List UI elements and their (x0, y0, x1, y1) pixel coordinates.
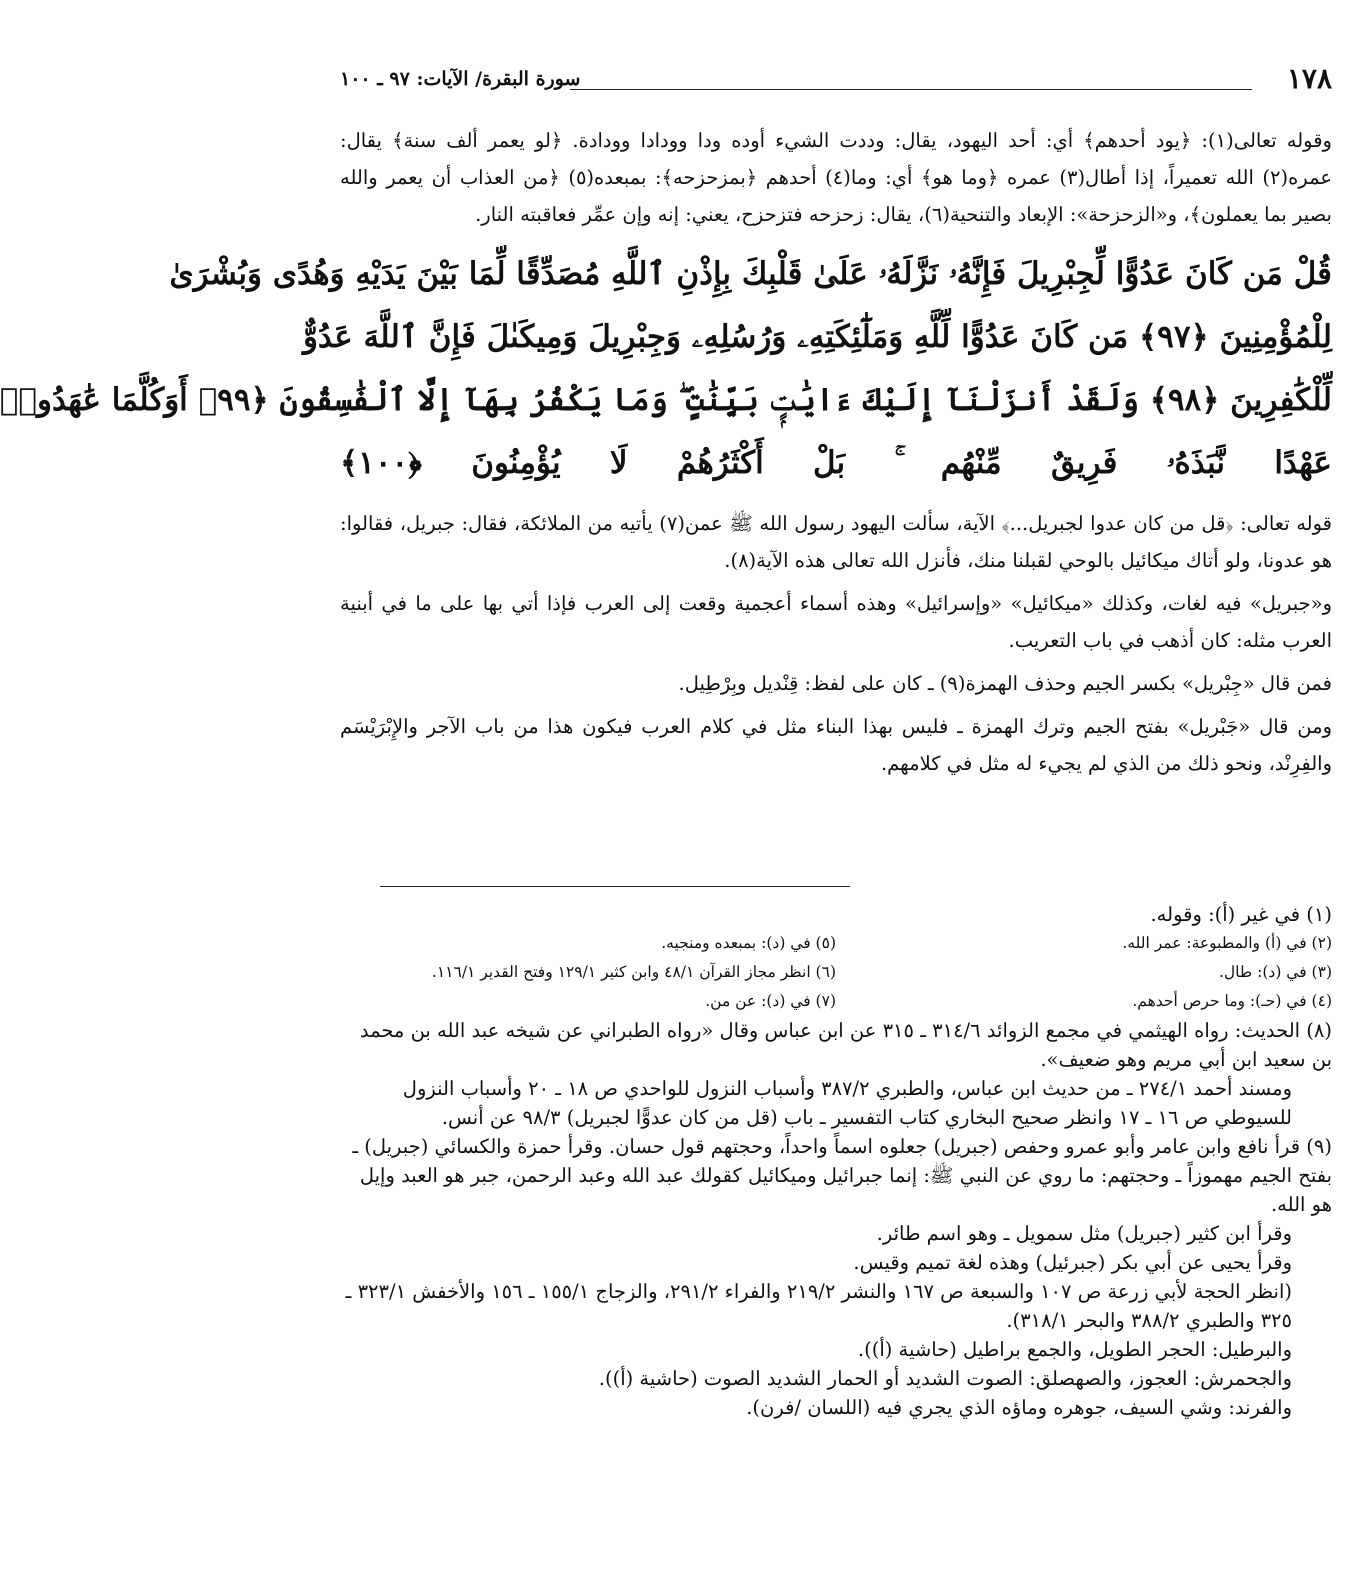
footnote-5: (٥) في (د): بمبعده ومنجيه. (661, 934, 836, 952)
footnote-7: (٧) في (د): عن من. (705, 992, 836, 1010)
header-rule (570, 89, 1252, 90)
footnote-separator (380, 886, 850, 887)
quran-line-1: قُلْ مَن كَانَ عَدُوًّا لِّجِبْرِيلَ فَإِنَّهُۥ نَزَّلَهُۥ عَلَىٰ قَلْبِكَ بِإِذْنِ ٱللَّهِ مُصَدِّقًا لِّمَا بَيْنَ يَدَيْهِ وَهُدًى وَبُشْرَىٰ (169, 256, 1332, 292)
footnotes (340, 900, 1332, 1422)
footnote-6: (٦) انظر مجاز القرآن ٤٨/١ وابن كثير ١٢٩/١ وفتح القدير ١١٦/١. (431, 963, 836, 981)
main-text (0, 122, 1332, 788)
footnote-9-gloss: والفرند: وشي السيف، جوهره وماؤه الذي يجري فيه (اللسان /فرن). (746, 1396, 1292, 1419)
footnote-9-line: وقرأ يحيى عن أبي بكر (جبرئيل) وهذه لغة تميم وقيس. (853, 1251, 1292, 1274)
footnote-9-gloss: والبرطيل: الحجر الطويل، والجمع براطيل (حاشية (أ)). (857, 1338, 1292, 1361)
quran-line-4: عَهْدًا نَّبَذَهُۥ فَرِيقٌ مِّنْهُم ۚ بَلْ أَكْثَرُهُمْ لَا يُؤْمِنُونَ ﴿١٠٠﴾ (340, 445, 1332, 481)
running-head: سورة البقرة/ الآيات: ٩٧ ـ ١٠٠ (340, 68, 581, 90)
commentary-paragraph-4: فمن قال «جِبْريل» بكسر الجيم وحذف الهمزة(٩) ـ كان على لفظ: قِنْديل وبِرْطِيل. (678, 672, 1332, 695)
footnote-4: (٤) في (حـ): وما حرص أحدهم. (1132, 992, 1332, 1010)
commentary-paragraph-3: و«جبريل» فيه لغات، وكذلك «ميكائيل» «وإسرائيل» وهذه أسماء أعجمية وقعت إلى العرب فإذا أتي بها على ما في أبنية العرب مثله: كان أذهب في باب التعريب. (340, 592, 1332, 652)
footnote-row (340, 987, 1332, 1016)
commentary-paragraph-5: ومن قال «جَبْريل» بفتح الجيم وترك الهمزة ـ فليس بهذا البناء مثل في كلام العرب فيكون هذا من باب الآجر والإِبْرَيْسَم والفِرِنْد، ونحو ذلك من الذي لم يجيء له مثل في كلامهم. (340, 715, 1332, 775)
commentary-paragraph-2: قوله تعالى: ﴿قل من كان عدوا لجبريل...﴾ الآية، سألت اليهود رسول الله ﷺ عمن(٧) يأتيه من الملائكة، فقال: جبريل، فقالوا: هو عدونا، ولو أتاك ميكائيل بالوحي لقبلنا منك، فأنزل الله تعالى هذه الآية(٨). (340, 512, 1332, 572)
footnote-9-line: وقرأ ابن كثير (جبريل) مثل سمويل ـ وهو اسم طائر. (876, 1222, 1292, 1245)
quran-verses (0, 243, 1332, 495)
page-header (340, 62, 1332, 96)
quran-line-2: لِلْمُؤْمِنِينَ ﴿٩٧﴾ مَن كَانَ عَدُوًّا لِّلَّهِ وَمَلَٰٓئِكَتِهِۦ وَرُسُلِهِۦ وَجِبْرِيلَ وَمِيكَىٰلَ فَإِنَّ ٱللَّهَ عَدُوٌّ (302, 319, 1332, 355)
commentary-paragraph-1: وقوله تعالى(١): ﴿يود أحدهم﴾ أي: أحد اليهود، يقال: وددت الشيء أوده ودا وودادا وودادة. ﴿لو يعمر ألف سنة﴾ يقال: عمره(٢) الله تعميراً، إذا أطال(٣) عمره ﴿وما هو﴾ أي: وما(٤) أحدهم ﴿بمزحزحه﴾: بمبعده(٥) ﴿من العذاب أن يعمر والله بصير بما يعملون﴾، و«الزحزحة»: الإبعاد والتنحية(٦)، يقال: زحزحه فتزحزح، يعني: إنه وإن عمِّر فعاقبته النار. (340, 129, 1332, 226)
footnote-2: (٢) في (أ) والمطبوعة: عمر الله. (1122, 934, 1332, 952)
footnote-8: (٨) الحديث: رواه الهيثمي في مجمع الزوائد ٣١٤/٦ ـ ٣١٥ عن ابن عباس وقال «رواه الطبراني عن شيخه عبد الله بن محمد بن سعيد ابن أبي مريم وهو ضعيف». (359, 1019, 1332, 1071)
footnote-9-references: (انظر الحجة لأبي زرعة ص ١٠٧ والسبعة ص ١٦٧ والنشر ٢١٩/٢ والفراء ٢٩١/٢، والزجاج ١٥٥/١ ـ ١٥٦ والأخفش ٣٢٣/١ ـ ٣٢٥ والطبري ٣٨٨/٢ والبحر ٣١٨/١). (345, 1280, 1292, 1332)
footnote-8-continued: ومسند أحمد ٢٧٤/١ ـ من حديث ابن عباس، والطبري ٣٨٧/٢ وأسباب النزول للواحدي ص ١٨ ـ ٢٠ وأسباب النزول للسيوطي ص ١٦ ـ ١٧ وانظر صحيح البخاري كتاب التفسير ـ باب (قل من كان عدوًّا لجبريل) ٩٨/٣ عن أنس. (402, 1077, 1292, 1129)
quran-line-3: لِّلْكَٰفِرِينَ ﴿٩٨﴾ وَلَقَدْ أَنزَلْنَآ إِلَيْكَ ءَايَٰتٍۭ بَيِّنَٰتٍ ۖ وَمَا يَكْفُرُ بِهَآ إِلَّا ٱلْفَٰسِقُونَ ﴿٩٩﴾ أَوَكُلَّمَا عَٰهَدُوا۟ (0, 382, 1332, 418)
page-number: ١٧٨ (1286, 62, 1332, 95)
footnote-9: (٩) قرأ نافع وابن عامر وأبو عمرو وحفص (جبريل) جعلوه اسماً واحداً، وحجتهم قول حسان. وقرأ حمزة والكسائي (جبريل) ـ بفتح الجيم مهموزاً ـ وحجتهم: ما روي عن النبي ﷺ: إنما جبرائيل وميكائيل كقولك عبد الله وعبد الرحمن، جبر هو العبد وإيل هو الله. (352, 1135, 1332, 1216)
footnote-row (340, 958, 1332, 987)
footnote-1: (١) في غير (أ): وقوله. (1150, 903, 1332, 926)
footnote-3: (٣) في (د): طال. (1218, 963, 1332, 981)
footnote-row (340, 929, 1332, 958)
footnote-9-gloss: والجحمرش: العجوز، والصهصلق: الصوت الشديد أو الحمار الشديد الصوت (حاشية (أ)). (598, 1367, 1292, 1390)
